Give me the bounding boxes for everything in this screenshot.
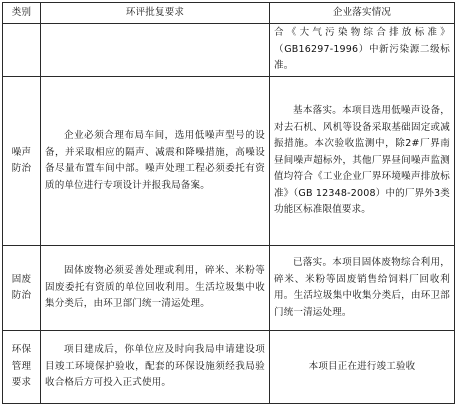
row-implementation: 基本落实。本项目选用低噪声设备，对去石机、风机等设备采取基础固定或减振措施。本次验收监测中，除2#厂界南昼间噪声超标外，其他厂界昼间噪声监测值均符合《工业企业厂界环境噪声排放标准》（GB 12348-2008）中的厂界外3类功能区标准限值要求。 — [270, 77, 455, 246]
row-implementation: 合《大气污染物综合排放标准》（GB16297-1996）中新污染源二级标准。 — [270, 24, 455, 77]
row-implementation: 已落实。本项目固体废物综合利用，碎米、米粉等固废销售给饲料厂回收利用。生活垃圾集中收集分类后，由环卫部门统一清运处理。 — [270, 246, 455, 331]
row-requirement — [41, 24, 270, 77]
row-category — [3, 24, 41, 77]
header-category: 类别 — [3, 3, 41, 24]
row-implementation: 本项目正在进行竣工验收 — [270, 331, 455, 404]
row-category: 环保管理要求 — [3, 331, 41, 404]
header-requirement: 环评批复要求 — [41, 3, 270, 24]
table-row — [3, 24, 455, 77]
table-row — [3, 77, 455, 246]
table-row — [3, 246, 455, 331]
row-category: 噪声防治 — [3, 77, 41, 246]
row-category: 固废防治 — [3, 246, 41, 331]
row-requirement: 企业必须合理布局车间，选用低噪声型号的设备，并采取相应的隔声、减震和降噪措施，高噪设备尽量布置车间中部。噪声处理工程必须委托有资质的单位进行专项设计并报我局备案。 — [41, 77, 270, 246]
row-requirement: 固体废物必须妥善处理或利用，碎米、米粉等固废委托有资质的单位回收利用。生活垃圾集中收集分类后，由环卫部门统一清运处理。 — [41, 246, 270, 331]
header-implementation: 企业落实情况 — [270, 3, 455, 24]
requirements-table — [2, 2, 455, 404]
table-header-row — [3, 3, 455, 24]
row-requirement: 项目建成后，你单位应及时向我局申请建设项目竣工环境保护验收，配套的环保设施须经我局验收合格后方可投入正式使用。 — [41, 331, 270, 404]
table-row — [3, 331, 455, 404]
